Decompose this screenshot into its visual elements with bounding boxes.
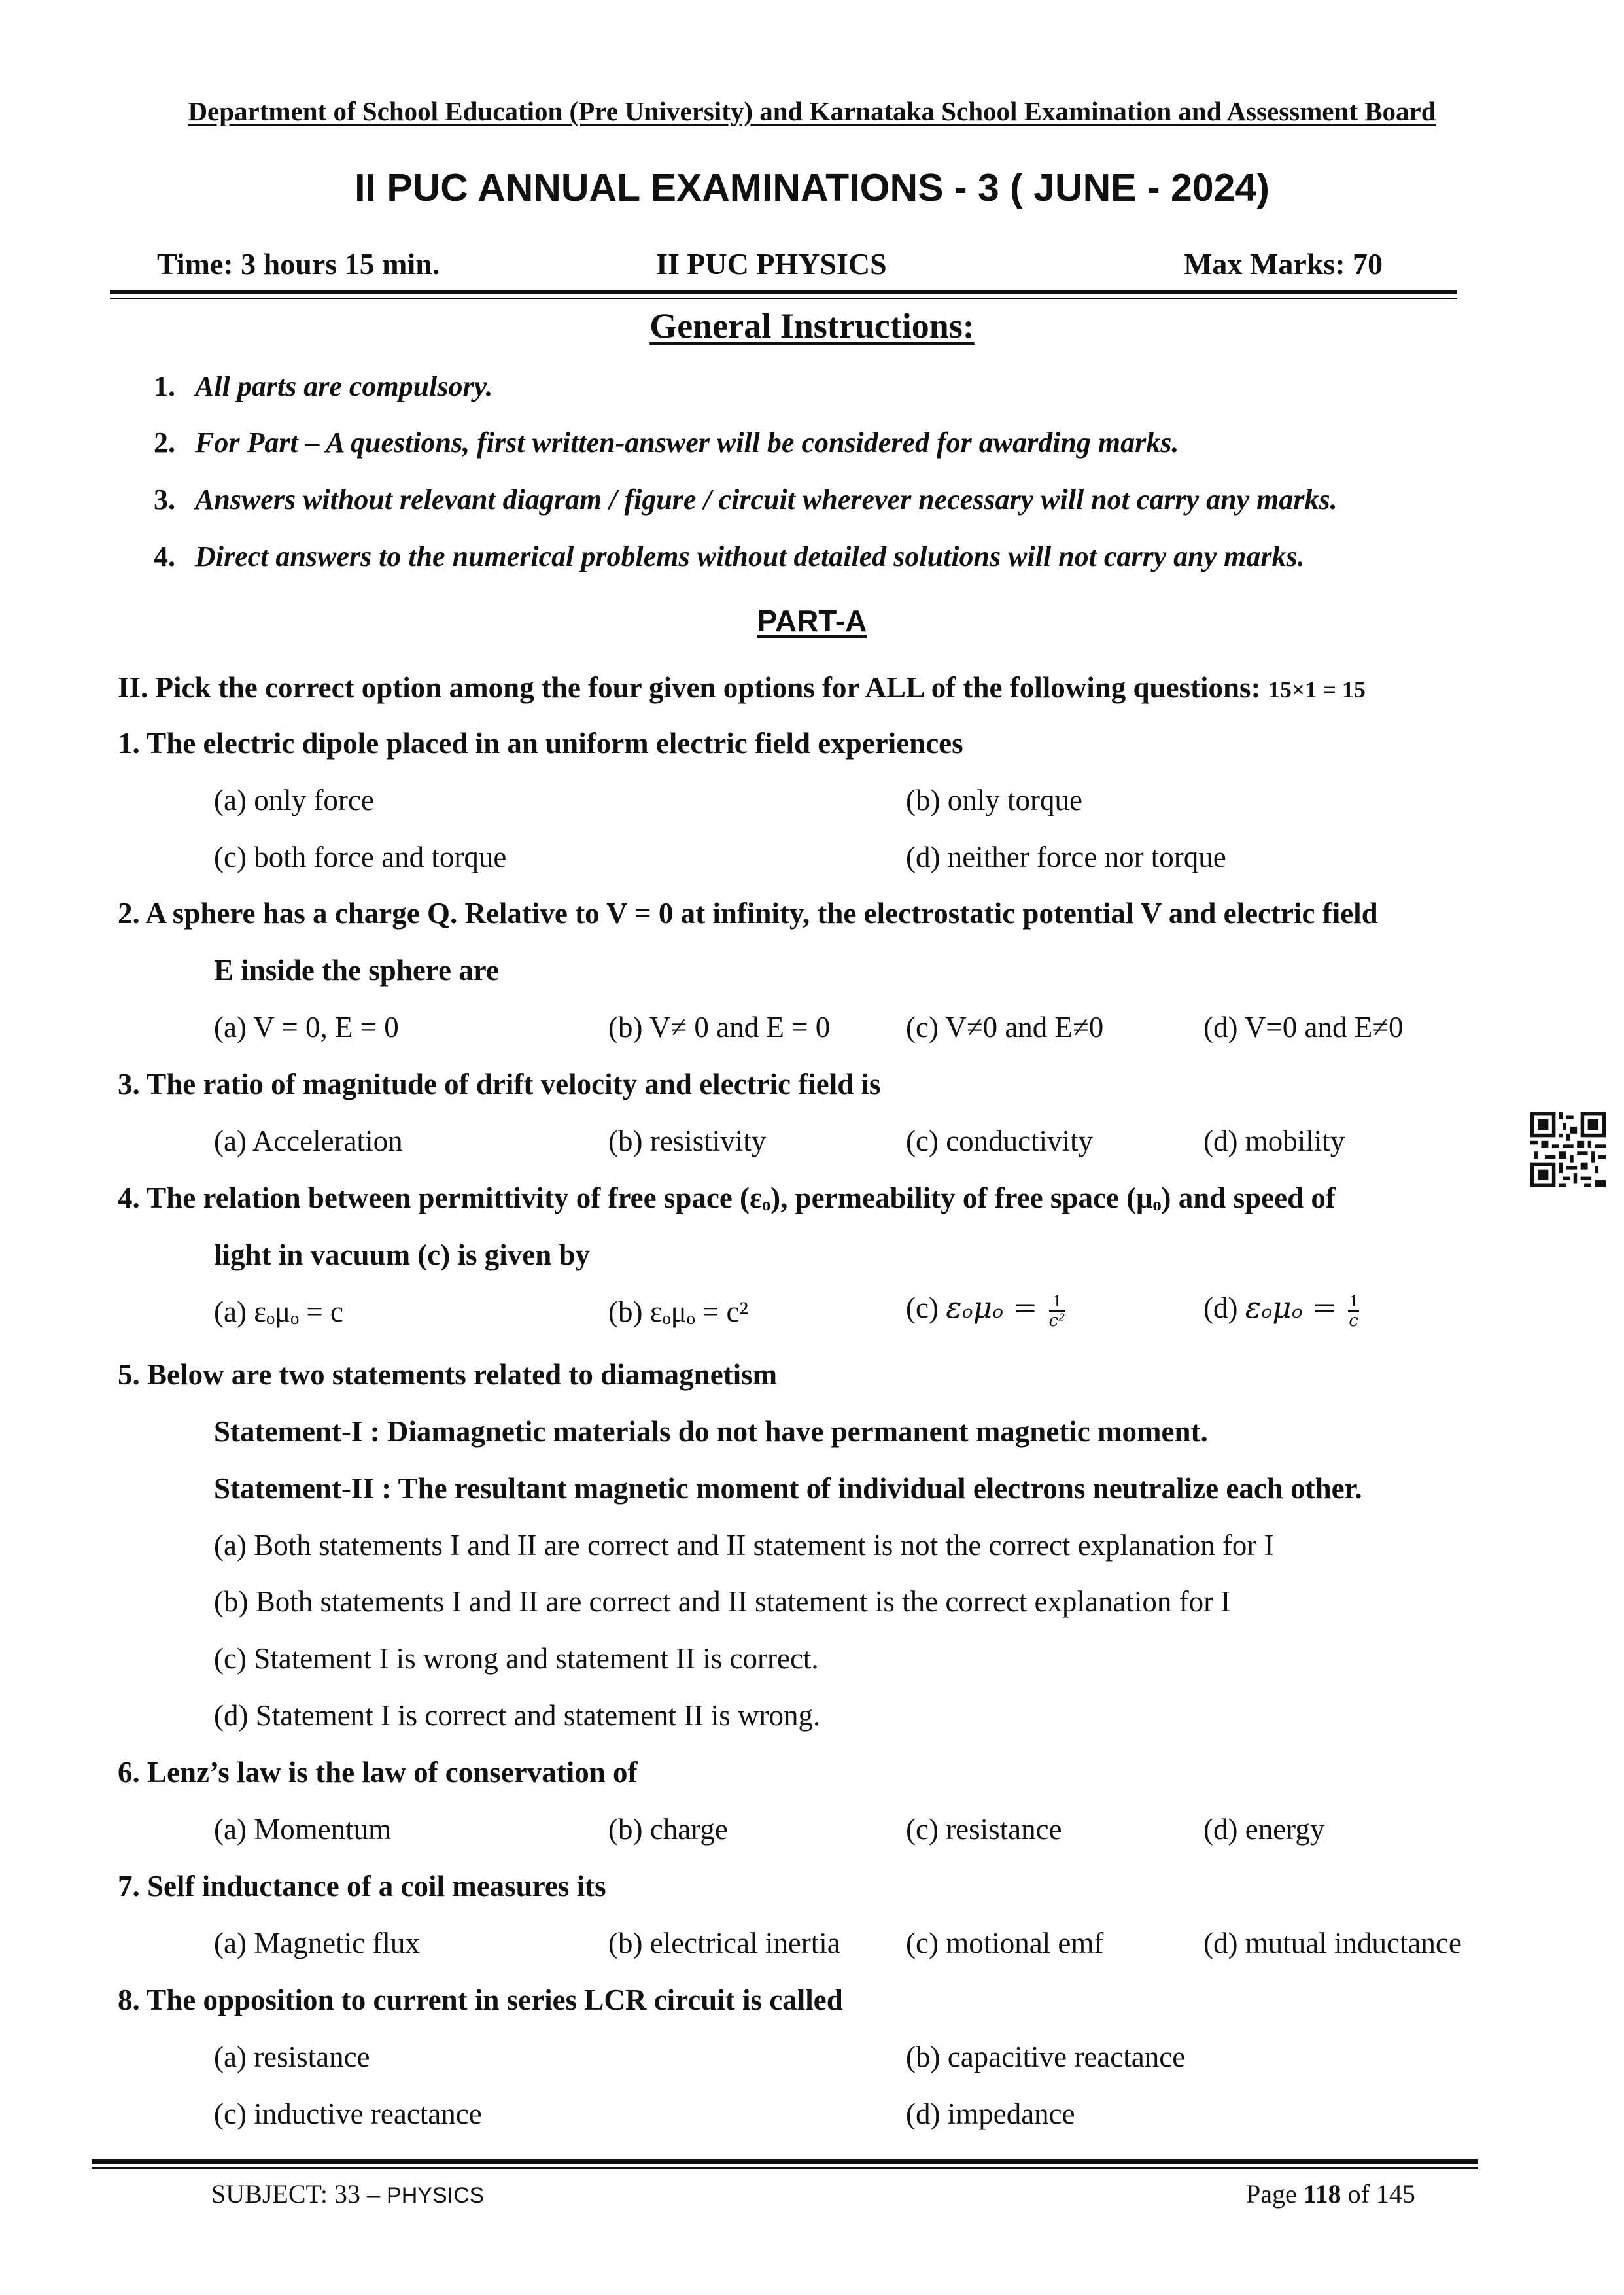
q4-option-c <box>906 1290 1065 1330</box>
instruction-item <box>154 540 1305 573</box>
instruction-text: All parts are compulsory. <box>195 370 493 402</box>
page-prefix: Page <box>1246 2179 1304 2209</box>
question-2: 2. A sphere has a charge Q. Relative to V = 0 at infinity, the electrostatic potential V and electric field <box>118 897 1378 930</box>
question-4: 4. The relation between permittivity of free space (εₒ), permeability of free space (μₒ) and speed of <box>118 1182 1336 1214</box>
page-suffix: of 145 <box>1341 2179 1415 2209</box>
subject-title: II PUC PHYSICS <box>656 247 887 281</box>
q7-option-c: (c) motional emf <box>906 1927 1104 1959</box>
q8-option-d: (d) impedance <box>906 2097 1075 2130</box>
section-text: II. Pick the correct option among the four given options for ALL of the following questions: <box>118 671 1261 704</box>
section-heading <box>118 671 1366 705</box>
instruction-number: 4. <box>154 540 175 572</box>
part-a-title: PART-A <box>757 604 867 638</box>
q3-option-b: (b) resistivity <box>608 1125 767 1157</box>
statement-2: Statement-II : The resultant magnetic moment of individual electrons neutralize each other. <box>214 1472 1362 1505</box>
instruction-item <box>154 370 493 403</box>
q7-option-a: (a) Magnetic flux <box>214 1927 420 1959</box>
section-marks: 15×1 = 15 <box>1268 676 1366 703</box>
question-6: 6. Lenz’s law is the law of conservation of <box>118 1756 638 1789</box>
header-rule-thin <box>110 298 1457 299</box>
q1-option-c: (c) both force and torque <box>214 841 507 873</box>
q6-option-c: (c) resistance <box>906 1813 1062 1846</box>
q3-option-d: (d) mobility <box>1203 1125 1345 1157</box>
q4-option-c-fraction <box>1049 1292 1065 1330</box>
instruction-number: 2. <box>154 427 175 459</box>
q6-option-d: (d) energy <box>1203 1813 1325 1846</box>
q5-option-b: (b) Both statements I and II are correct and II statement is the correct explanation for I <box>214 1585 1231 1618</box>
instruction-number: 3. <box>154 483 175 516</box>
q7-option-b: (b) electrical inertia <box>608 1927 840 1959</box>
instruction-item <box>154 483 1338 516</box>
q8-option-c: (c) inductive reactance <box>214 2097 482 2130</box>
q4-option-d-fraction <box>1348 1292 1359 1330</box>
instruction-text: Answers without relevant diagram / figure / circuit wherever necessary will not carry any marks. <box>195 483 1338 516</box>
q4-option-c-lhs: εₒμₒ = <box>946 1290 1038 1325</box>
q8-option-a: (a) resistance <box>214 2041 370 2073</box>
q2-option-d: (d) V=0 and E≠0 <box>1203 1011 1404 1043</box>
question-5: 5. Below are two statements related to diamagnetism <box>118 1358 778 1391</box>
footer-rule-thick <box>92 2159 1478 2164</box>
q6-option-b: (b) charge <box>608 1813 728 1846</box>
question-1: 1. The electric dipole placed in an uniform electric field experiences <box>118 727 963 760</box>
max-marks: Max Marks: 70 <box>1184 247 1383 281</box>
q2-option-c: (c) V≠0 and E≠0 <box>906 1011 1104 1043</box>
question-8: 8. The opposition to current in series LCR circuit is called <box>118 1984 843 2016</box>
q5-option-d: (d) Statement I is correct and statement II is wrong. <box>214 1699 821 1732</box>
q7-option-d: (d) mutual inductance <box>1203 1927 1462 1959</box>
q3-option-c: (c) conductivity <box>906 1125 1094 1157</box>
statement-1: Statement-I : Diamagnetic materials do not have permanent magnetic moment. <box>214 1415 1208 1448</box>
q1-option-b: (b) only torque <box>906 784 1082 816</box>
q3-option-a: (a) Acceleration <box>214 1125 403 1157</box>
footer-subject-name: PHYSICS <box>387 2183 485 2208</box>
question-2-continued: E inside the sphere are <box>214 954 499 987</box>
q1-option-d: (d) neither force nor torque <box>906 841 1226 873</box>
q6-option-a: (a) Momentum <box>214 1813 392 1846</box>
q2-option-a: (a) V = 0, E = 0 <box>214 1011 399 1043</box>
q8-option-b: (b) capacitive reactance <box>906 2041 1186 2073</box>
department-heading: Department of School Education (Pre University) and Karnataka School Examination and Assessment Board <box>188 96 1436 126</box>
page-current: 118 <box>1303 2179 1341 2209</box>
footer-subject <box>211 2179 484 2209</box>
q4-option-a: (a) εₒμₒ = c <box>214 1295 343 1328</box>
q5-option-a: (a) Both statements I and II are correct and II statement is not the correct explanation for I <box>214 1529 1274 1562</box>
q4-option-d <box>1203 1290 1359 1330</box>
instruction-text: For Part – A questions, first written-answer will be considered for awarding marks. <box>195 427 1179 459</box>
footer-rule-thin <box>92 2167 1478 2169</box>
fraction-denominator: c <box>1349 1310 1358 1331</box>
fraction-numerator: 1 <box>1349 1291 1358 1310</box>
exam-title: II PUC ANNUAL EXAMINATIONS - 3 ( JUNE - 2024) <box>354 166 1270 209</box>
header-rule-thick <box>110 290 1457 294</box>
exam-time: Time: 3 hours 15 min. <box>157 247 440 281</box>
qr-code-icon <box>1530 1112 1606 1187</box>
q2-option-b: (b) V≠ 0 and E = 0 <box>608 1011 831 1043</box>
question-7: 7. Self inductance of a coil measures its <box>118 1870 606 1902</box>
question-3: 3. The ratio of magnitude of drift velocity and electric field is <box>118 1068 881 1100</box>
q1-option-a: (a) only force <box>214 784 374 816</box>
instruction-text: Direct answers to the numerical problems without detailed solutions will not carry any marks. <box>195 540 1305 572</box>
q4-option-d-lhs: εₒμₒ = <box>1245 1290 1337 1325</box>
q4-option-c-label: (c) <box>906 1291 939 1324</box>
instruction-number: 1. <box>154 370 175 402</box>
fraction-denominator: c² <box>1048 1310 1065 1331</box>
q4-option-d-label: (d) <box>1203 1291 1238 1324</box>
fraction-numerator: 1 <box>1049 1292 1065 1312</box>
instruction-item <box>154 426 1179 459</box>
instructions-title: General Instructions: <box>649 306 975 345</box>
q4-option-b: (b) εₒμₒ = c² <box>608 1295 749 1328</box>
page-number <box>1246 2179 1415 2209</box>
question-4-continued: light in vacuum (c) is given by <box>214 1238 591 1271</box>
q5-option-c: (c) Statement I is wrong and statement II is correct. <box>214 1642 819 1675</box>
footer-subject-prefix: SUBJECT: 33 – <box>211 2179 387 2209</box>
